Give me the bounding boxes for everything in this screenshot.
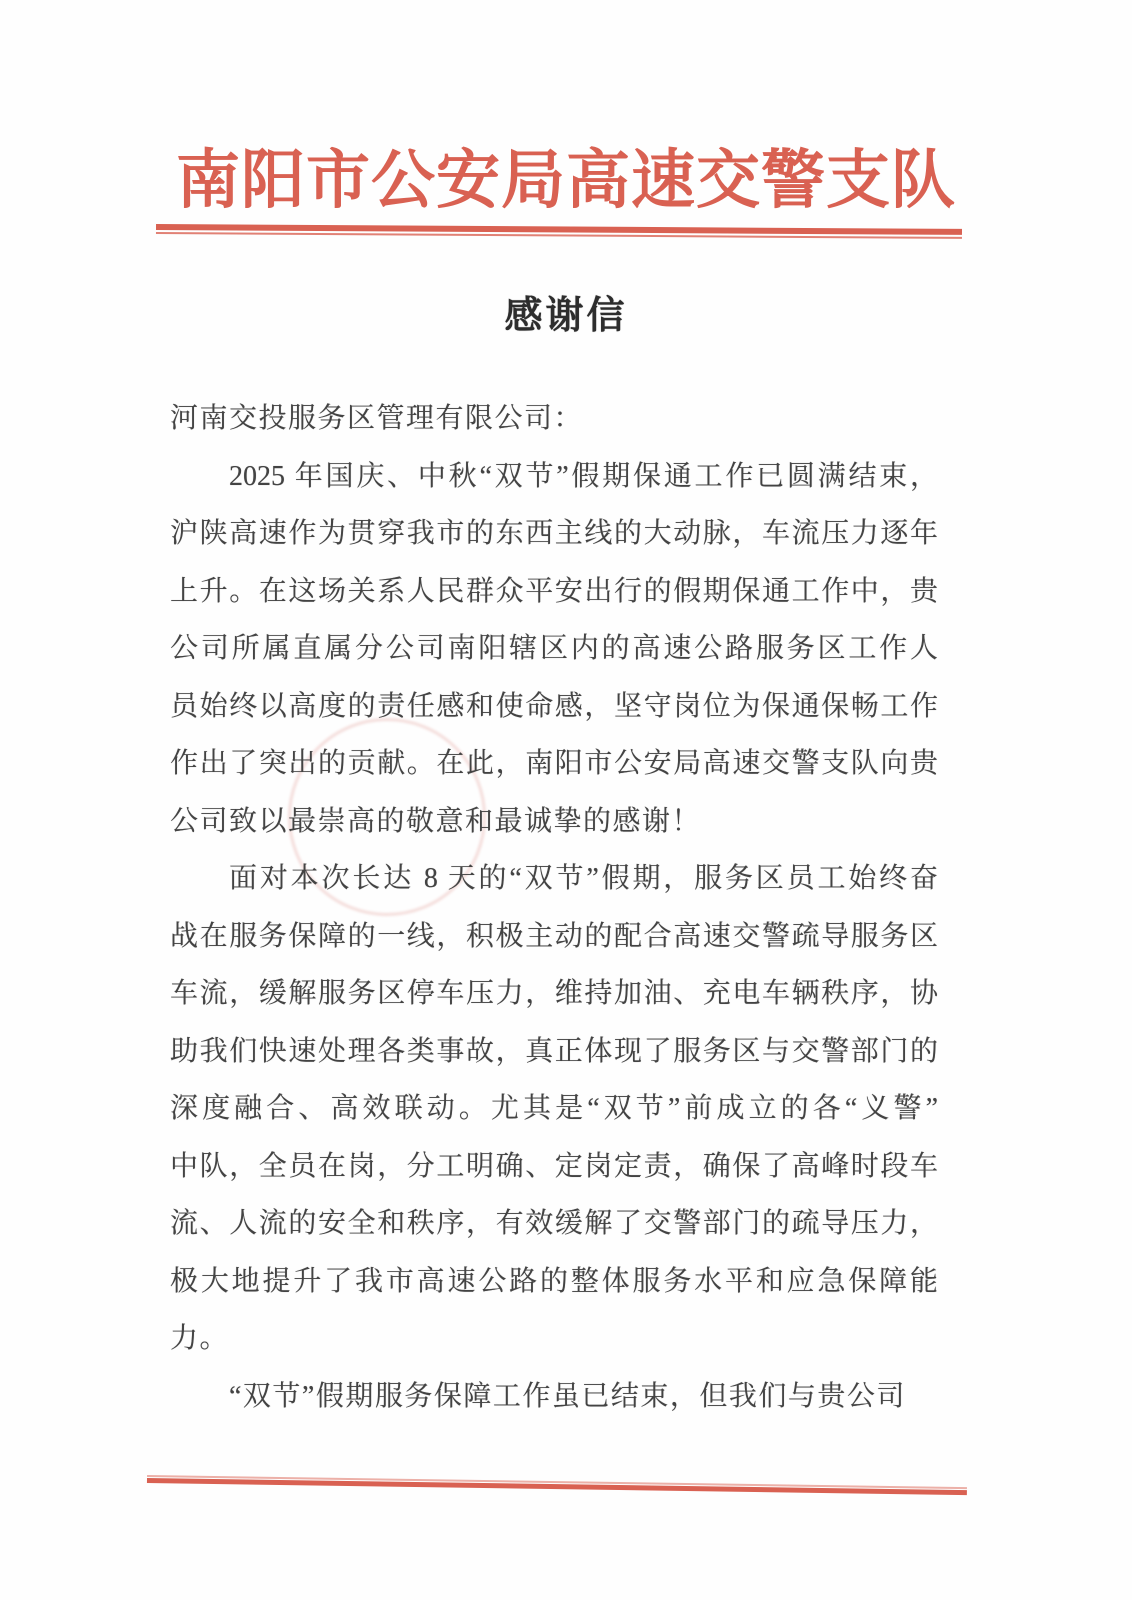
body-line: 公司致以最崇高的敬意和最诚挚的感谢！ [170, 805, 702, 837]
body-line: “双节”假期服务保障工作虽已结束，但我们与贵公司 [229, 1380, 906, 1412]
body-line: 2025 年国庆、中秋“双节”假期保通工作已圆满结束， [229, 460, 938, 492]
letterhead-title: 南阳市公安局高速交警支队 [176, 145, 956, 216]
document-title: 感谢信 [504, 295, 628, 337]
body-line: 极大地提升了我市高速公路的整体服务水平和应急保障能 [170, 1265, 938, 1297]
body-line: 战在服务保障的一线，积极主动的配合高速交警疏导服务区 [170, 920, 938, 952]
body-line: 力。 [170, 1323, 230, 1354]
letterhead-double-rule [156, 224, 962, 239]
body-line: 沪陕高速作为贯穿我市的东西主线的大动脉，车流压力逐年 [170, 518, 938, 549]
salutation-line: 河南交投服务区管理有限公司： [170, 403, 584, 434]
body-line: 流、人流的安全和秩序，有效缓解了交警部门的疏导压力， [170, 1208, 938, 1239]
body-line: 公司所属直属分公司南阳辖区内的高速公路服务区工作人 [170, 633, 938, 664]
body-line: 作出了突出的贡献。在此，南阳市公安局高速交警支队向贵 [170, 748, 938, 779]
body-line: 上升。在这场关系人民群众平安出行的假期保通工作中，贵 [170, 575, 938, 607]
body-line: 深度融合、高效联动。尤其是“双节”前成立的各“义警” [170, 1093, 938, 1124]
body-line: 车流，缓解服务区停车压力，维持加油、充电车辆秩序，协 [170, 978, 938, 1009]
body-line: 面对本次长达 8 天的“双节”假期，服务区员工始终奋 [229, 863, 938, 894]
body-line: 助我们快速处理各类事故，真正体现了服务区与交警部门的 [170, 1035, 938, 1067]
footer-double-rule [147, 1475, 967, 1495]
body-line: 中队，全员在岗，分工明确、定岗定责，确保了高峰时段车 [170, 1150, 938, 1182]
body-line: 员始终以高度的责任感和使命感，坚守岗位为保通保畅工作 [170, 690, 938, 722]
letter-body [170, 390, 938, 1425]
